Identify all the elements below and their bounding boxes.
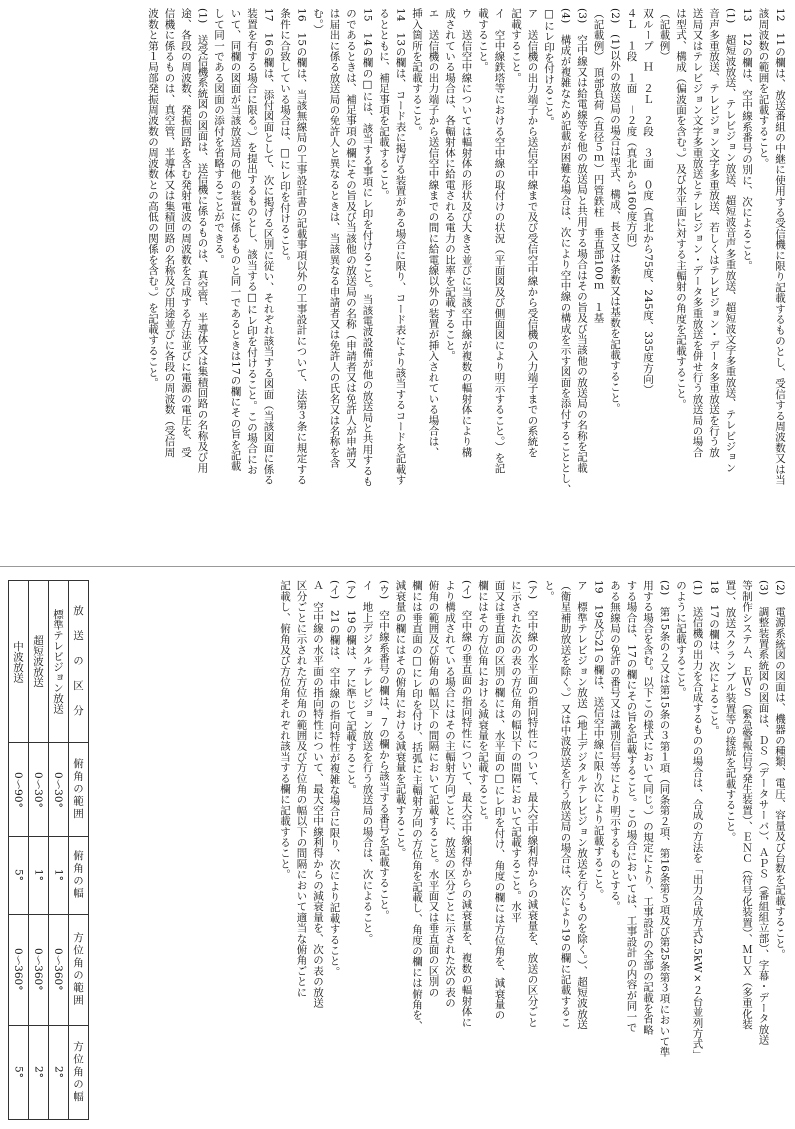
- table-cell: 5°: [9, 1025, 29, 1119]
- text-line: 該周波数の範囲を記載すること。: [757, 8, 770, 169]
- text-line: 条件に合致している場合は、□にレ印を付けること。: [279, 8, 291, 267]
- text-line: する場合は、17の欄にその旨を記載すること。この場合においては、工事設計の内容が同一で: [625, 580, 638, 1033]
- table-header-cell: 方位角の幅: [69, 1025, 89, 1119]
- text-line: (ア) 空中線の水平面の指向特性について、最大空中線利得からの減衰量を、放送の区分ごと: [526, 580, 539, 1028]
- text-line: 14 13の欄は、コード表に掲げる装置がある場合に限り、コード表により該当するコードを記載す: [394, 8, 407, 485]
- text-line: 双ループ Ｈ ２Ｌ ２段 ３面 ０度（真北から75度、245度、335度方向）: [642, 8, 654, 395]
- text-line: □にレ印を付けること。: [543, 8, 555, 128]
- table-cell: 超短波放送: [29, 581, 49, 743]
- table-row: [29, 581, 49, 1120]
- text-line: ウ 送信空中線については輻射体の形状及び大きさ並びに当該空中線が複数の輻射体により構: [460, 8, 473, 458]
- text-line: 送局又はテレビジョン文字多重放送とテレビジョン・データ多重放送を併せ行う放送局の場合: [691, 8, 704, 458]
- text-line: 記載し、俯角及び方位角それぞれ該当する欄に記載すること。: [279, 580, 291, 880]
- text-line: （記載例） 頂部負荷（直径５ｍ）円管鉄柱 垂直部100ｍ １基: [592, 8, 605, 323]
- text-line: 19 19及び21の欄は、送信空中線に限り次により記載すること。: [592, 580, 605, 900]
- table-header-cell: 俯角の範囲: [69, 743, 89, 837]
- angle-range-table-container: [8, 580, 176, 1120]
- text-line: 欄にはその方位角における減衰量を記載すること。: [477, 580, 489, 827]
- text-line: 音声多重放送、テレビジョン文字多重放送、若しくはテレビジョン・データ多重放送を行う放: [708, 8, 720, 458]
- text-line: 記載すること。: [510, 8, 522, 83]
- table-cell: 0～360°: [29, 914, 49, 1025]
- text-line: 12 11の欄は、放送番組の中継に使用する受信機に限り記載するものとし、受信する周波数又は当: [774, 8, 786, 485]
- text-line: イ 空中線鉄塔等における空中線の取付けの状況（平面図及び側面図により明示すること。）を記: [493, 8, 506, 474]
- table-row: [49, 581, 69, 1120]
- text-line: 15 14の欄の□には、該当する事項にレ印を付けること。当該電波設備が他の放送局と共用するも: [361, 8, 374, 487]
- text-line: に示された次の表の方位角の幅以下の間隔において記載すること。水平: [510, 580, 522, 923]
- text-line: 面又は垂直面の区別の欄には、水平面の□にレ印を付け、角度の欄には方位角を、減衰量の: [493, 580, 506, 1021]
- text-line: 置）、放送スクランブル装置等の接続を記載すること。: [724, 580, 737, 843]
- text-line: む。）: [312, 8, 324, 35]
- text-line: 17 16の欄は、添付図面として、次に掲げる区別に従い、それぞれ該当する図面（当該図面に係る: [262, 8, 275, 485]
- table-header-cell: 方位角の範囲: [69, 914, 89, 1025]
- top-text-column: [12, 8, 788, 556]
- text-line: 挿入箇所を記載すること。: [411, 8, 423, 137]
- text-line: (イ) 空中線の垂直面の指向特性について、最大空中線利得からの減衰量を、複数の輻射体に: [460, 580, 473, 1028]
- text-line: （記載例）: [658, 8, 671, 62]
- text-line: (3) 空中線又は給電線等を他の放送局と共用する場合はその旨及び当該他の放送局の名称を記載: [576, 8, 588, 473]
- text-line: と。: [543, 580, 555, 602]
- table-row: [9, 581, 29, 1120]
- text-line: (2) 第15条の２又は第15条の３第１項（同条第２項、第16条第５項及び第25条第３項において準: [658, 580, 671, 1058]
- text-line: Ａ 空中線の水平面の指向特性について、最大空中線利得からの減衰量を、次の表の放送: [312, 580, 324, 1008]
- text-line: は届出に係る放送局の免許人と異なるときは、当該異なる申請者又は免許人の氏名又は名称を含: [328, 8, 341, 469]
- text-line: 途、各段の周波数、発振回路を含む発射電波の周波数を合成する方法並びに電源の電圧を、受: [180, 8, 192, 458]
- text-line: (ウ) 空中線系番号の欄は、７の欄から該当する番号を記載すること。: [378, 580, 390, 921]
- text-line: （衛星補助放送を除く。）又は中波放送を行う放送局の場合は、次により19の欄に記載するこ: [559, 580, 572, 1028]
- text-line: (4) 構成が複雑なため記載が困難な場合は、次により空中線の構成を示す図面を添付することとし、: [559, 8, 572, 495]
- text-line: いて、同欄の図面が当該放送局の他の装置に係るものと同一であるときは17の欄にその旨を記載: [229, 8, 242, 472]
- table-cell: 5°: [9, 837, 29, 914]
- text-line: 載すること。: [477, 8, 489, 73]
- table-header-row: [69, 581, 89, 1120]
- table-header-cell: 放 送 の 区 分: [69, 581, 89, 743]
- text-line: (1) 送受信機系統図の図面は、送信機に係るものは、真空管、半導体又は集積回路の名称及び用: [196, 8, 209, 473]
- text-line: (2) 電源系統図の図面は、機器の種類、電圧、容量及び台数を記載すること。: [774, 580, 786, 960]
- table-cell: 2°: [29, 1025, 49, 1119]
- text-line: して同一である図面の添付を省略することができる。: [213, 8, 225, 265]
- text-line: (ア) 19の欄は、アに準じて記載すること。: [345, 580, 357, 795]
- table-cell: 中波放送: [9, 581, 29, 743]
- table-cell: 0～30°: [29, 743, 49, 837]
- table-cell: 0～360°: [49, 914, 69, 1025]
- text-line: 用する場合を含む。以下この様式において同じ。）の規定により、工事設計の全部の記載を省略: [642, 580, 654, 1035]
- text-line: 装置を有する場合に限る。）を提出するものとし、該当する□にレ印を付けること。この場合にお: [246, 8, 258, 476]
- bottom-text-column: [182, 580, 788, 1120]
- text-line: 減衰量の欄にはその俯角における減衰量を記載すること。: [394, 580, 407, 859]
- text-line: 13 12の欄は、空中線系番号の別に、次によること。: [741, 8, 753, 271]
- text-line: 俯角の範囲及び俯角の幅以下の間隔において記載すること。水平面又は垂直面の区別の: [427, 580, 440, 998]
- text-line: (3) 調整装置系統図の図面は、ＤＳ（データサーバ）、ＡＰＳ（番組組立部）、字幕・データ放送: [757, 580, 770, 1046]
- column-divider: [0, 566, 795, 567]
- text-line: より構成されている場合にはその主輻射方向ごとに、放送の区分ごとに示された次の表の: [444, 580, 456, 1008]
- text-line: のように記載すること。: [675, 580, 687, 698]
- text-line: るとともに、補足事項を記載すること。: [378, 8, 390, 201]
- text-line: 波数と第１局部発振周波数の周波数との高低の関係を含む。）を記載すること。: [147, 8, 159, 388]
- text-line: 成されている場合は、各輻射体に給電される電力の比率を記載すること。: [444, 8, 456, 362]
- text-line: ア 標準テレビジョン放送（地上デジタルテレビジョン放送を行うものを除く。）、超短波放送: [576, 580, 588, 1030]
- text-line: 区分ごとに示された方位角の範囲及び方位角の幅以下の間隔において適当な俯角ごとに: [295, 580, 308, 998]
- text-line: ４Ｌ １段 １面 －２度（真北から160度方向）: [625, 8, 638, 254]
- table-cell: 0～360°: [9, 914, 29, 1025]
- table-cell: 1°: [29, 837, 49, 914]
- text-line: エ 送信機の出力端子から送信空中線までの間に給電線以外の装置が挿入されている場合は、: [427, 8, 440, 458]
- text-line: 18 17の欄は、次によること。: [708, 580, 720, 736]
- table-cell: 2°: [49, 1025, 69, 1119]
- text-line: 16 15の欄は、当該無線局の工事設計書の記載事項以外の工事設計について、法第３条に規定する: [295, 8, 308, 485]
- text-line: (1) 超短波放送、テレビジョン放送、超短波音声多重放送、超短波文字多重放送、テレビジョン: [724, 8, 737, 473]
- text-line: ア 送信機の出力端子から送信空中線まで及び受信空中線から受信機の入力端子までの系統を: [526, 8, 539, 458]
- text-line: (1) 送信機の出力を合成するものの場合は、合成の方法を「出力合成方式2.5kW×２台並列方式」: [691, 580, 704, 1060]
- table-cell: 1°: [49, 837, 69, 914]
- table-cell: 0～30°: [49, 743, 69, 837]
- text-line: 欄には垂直面の□にレ印を付け、括弧に主輻射方向の方位角を記載し、角度の欄には俯角を、: [411, 580, 423, 1031]
- text-line: イ 地上デジタルテレビジョン放送を行う放送局の場合は、次によること。: [361, 580, 374, 944]
- text-line: (イ) 21の欄は、空中線の指向特性が複雑な場合に限り、次により記載すること。: [328, 580, 341, 977]
- table-cell: 標準テレビジョン放送: [49, 581, 69, 743]
- text-line: のであるときは、補足事項の欄にその旨及び当該他の放送局の名称（申請者又は免許人が申請又: [345, 8, 357, 469]
- text-line: (2) (1)以外の放送局の場合は型式、構成、長さ又は条数又は基数を記載すること。: [609, 8, 621, 414]
- angle-range-table: [8, 580, 89, 1120]
- text-line: 信機に係るものは、真空管、半導体又は集積回路の名称及び用途並びに各段の周波数（受信周: [163, 8, 176, 458]
- text-line: 等制作システム、ＥＷＳ（緊急警報信号発生装置）、ＥＮＣ（符号化装置）、ＭＵＸ（多重化装: [741, 580, 753, 1030]
- text-line: ある無線局の免許の番号又は識別信号等により明示するものとする。: [609, 580, 621, 912]
- table-cell: 0～90°: [9, 743, 29, 837]
- table-header-cell: 俯角の幅: [69, 837, 89, 914]
- text-line: は型式、構成（偏波面を含む。）及び水平面に対する主輻射の角度を記載すること。: [675, 8, 687, 410]
